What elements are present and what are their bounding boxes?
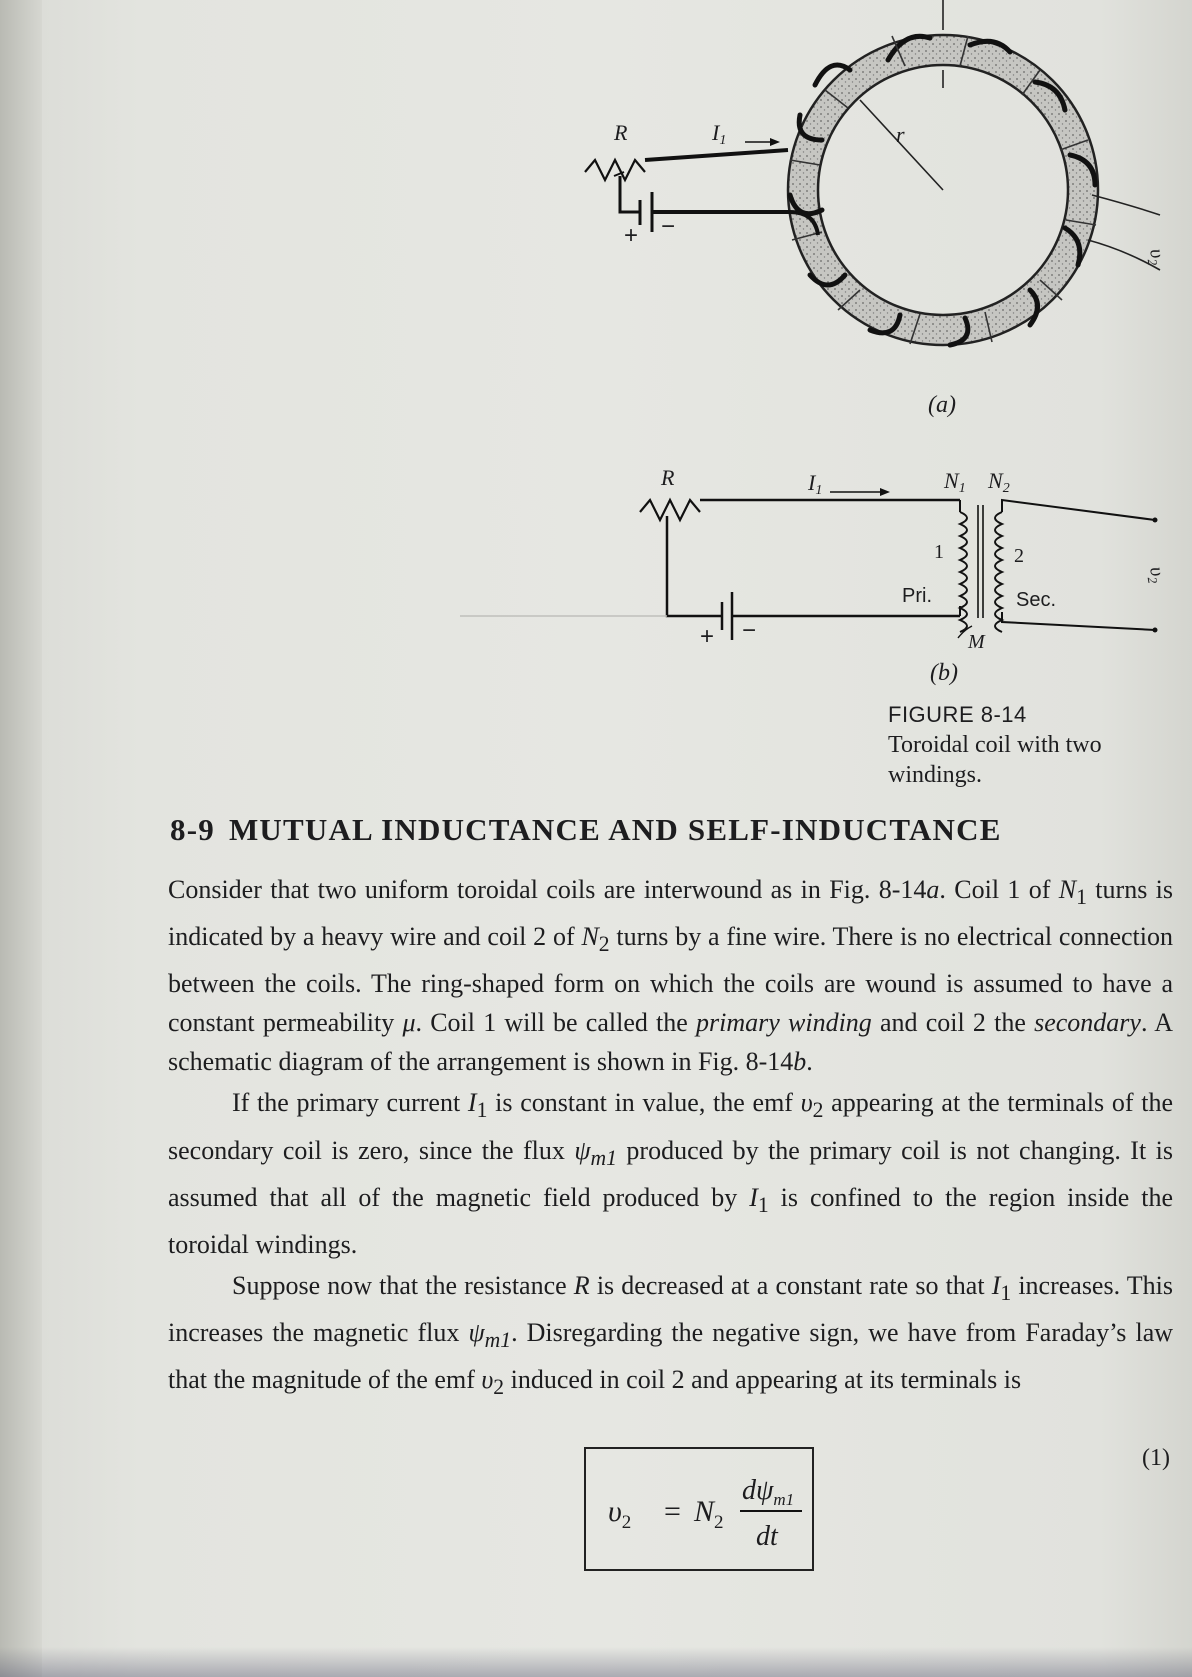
- page-bottom-shadow: [0, 1647, 1192, 1677]
- panel-a-label: (a): [928, 392, 956, 418]
- resistor-b: [640, 500, 700, 520]
- figure-8-14: [0, 0, 1192, 760]
- section-number: 8-9: [170, 812, 215, 847]
- battery-plus-b: +: [700, 623, 715, 650]
- paragraph-3: Suppose now that the resistance R is decreased at a constant rate so that $I_1$ increases. This increases the magnetic flux $\psi_{m1}$. Disregarding the negative sign, we have from Faraday’s law that the magnitude of the emf $\upsilon_2$ induced in coil 2 and appearing at its terminals is: [168, 1270, 1174, 1400]
- eq-numerator: $d\psi_{m1}$: [742, 1475, 795, 1509]
- paragraph-1: Consider that two uniform toroidal coils are interwound as in Fig. 8-14a. Coil 1 of $N_1$ turns is indicated by a heavy wire and coil 2 of $N_2$ turns by a fine wire. There is no electrical connection between the coils. The ring-shaped form on which the coils are wound is assumed to have a constant permeability μ. Coil 1 will be called the primary winding and coil 2 the secondary. A schematic diagram of the arrangement is shown in Fig. 8-14b.: [168, 875, 1174, 1077]
- radius-label: r: [896, 122, 905, 147]
- secondary-label: Sec.: [1016, 589, 1057, 611]
- figure-caption: [888, 700, 1188, 790]
- equation-1: [586, 1449, 812, 1569]
- figure-number: FIGURE 8-14: [888, 702, 1027, 727]
- coil-1-number: 1: [934, 541, 944, 563]
- schematic-diagram: [640, 488, 1155, 640]
- battery-minus-a: −: [661, 213, 676, 240]
- eq-equals: =: [664, 1495, 681, 1528]
- figure-caption-text: Toroidal coil with two windings.: [888, 732, 1102, 788]
- battery-plus-a: +: [624, 222, 639, 249]
- primary-label: Pri.: [902, 585, 932, 607]
- resistor-label-b: R: [661, 465, 675, 490]
- terminal-dot-top: [1153, 518, 1158, 523]
- primary-coil-symbol: [960, 512, 967, 632]
- battery-minus-b: −: [742, 617, 757, 644]
- mutual-label: M: [968, 631, 985, 653]
- secondary-coil-symbol: [995, 512, 1002, 632]
- current-label-a: I1: [712, 120, 727, 148]
- coil-2-number: 2: [1014, 545, 1024, 567]
- body-text: [168, 870, 1173, 1408]
- eq-n2: $N_2$: [694, 1495, 724, 1533]
- equation-number: (1): [1142, 1445, 1170, 1471]
- eq-lhs: $\upsilon_2$: [608, 1495, 632, 1533]
- equation-box: [584, 1447, 814, 1571]
- terminal-v2-b: $\upsilon_2$: [1144, 565, 1169, 585]
- n1-label: N1: [944, 468, 966, 496]
- current-label-b: I1: [808, 470, 823, 498]
- section-title: MUTUAL INDUCTANCE AND SELF-INDUCTANCE: [228, 812, 1002, 847]
- primary-circuit-a: [585, 138, 818, 235]
- paragraph-2: If the primary current $I_1$ is constant in value, the emf $\upsilon_2$ appearing at the terminals of the secondary coil is zero, since the flux $\psi_{m1}$ produced by the primary coil is not changing. It is assumed that all of the magnetic field produced by $I_1$ is confined to the region inside the toroidal windings.: [168, 1088, 1174, 1259]
- panel-b-label: (b): [930, 660, 958, 686]
- terminal-v2-a: $\upsilon_2$: [1144, 247, 1169, 267]
- resistor-label-a: R: [614, 120, 628, 145]
- section-heading: [170, 812, 1170, 848]
- eq-denominator: dt: [756, 1521, 778, 1552]
- toroid-diagram: [788, 0, 1170, 345]
- n2-label: N2: [988, 468, 1010, 496]
- secondary-lead-top: [1092, 195, 1160, 215]
- resistor-a: [585, 160, 645, 180]
- terminal-dot-bottom: [1153, 628, 1158, 633]
